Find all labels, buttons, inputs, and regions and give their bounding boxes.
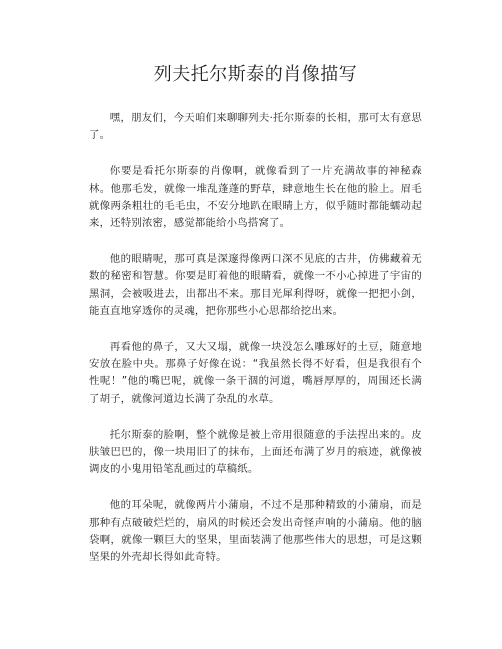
document-title: 列夫托尔斯泰的肖像描写 <box>153 64 358 85</box>
paragraph: 你要是看托尔斯泰的肖像啊，就像看到了一片充满故事的神秘森林。他那毛发，就像一堆乱蓬蓬的野草，肆意地生长在他的脸上。眉毛就像两条粗壮的毛毛虫，不安分地趴在眼睛上方，似乎随时都能蠕动起来，还特别浓密，感觉都能给小鸟搭窝了。 <box>89 165 422 230</box>
paragraph: 他的耳朵呢，就像两片小蒲扇，不过不是那种精致的小蒲扇，而是那种有点破破烂烂的，扇风的时候还会发出奇怪声响的小蒲扇。他的脑袋啊，就像一颗巨大的坚果，里面装满了他那些伟大的思想，可是这颗坚果的外壳却长得如此奇特。 <box>89 499 422 564</box>
document-body <box>89 110 422 566</box>
paragraph: 再看他的鼻子，又大又塌，就像一块没怎么雕琢好的土豆，随意地安放在脸中央。那鼻子好像在说：“我虽然长得不好看，但是我很有个性呢！”他的嘴巴呢，就像一条干涸的河道，嘴唇厚厚的，周围还长满了胡子，就像河道边长满了杂乱的水草。 <box>89 341 422 405</box>
paragraph: 托尔斯泰的脸啊，整个就像是被上帝用很随意的手法捏出来的。皮肤皱巴巴的，像一块用旧了的抹布，上面还布满了岁月的痕迹，就像被调皮的小鬼用铅笔乱画过的草稿纸。 <box>89 428 422 476</box>
paragraph: 他的眼睛呢，那可真是深邃得像两口深不见底的古井，仿佛藏着无数的秘密和智慧。你要是盯着他的眼睛看，就像一不小心掉进了宇宙的黑洞，会被吸进去，出都出不来。那目光犀利得呀，就像一把把小剑，能直直地穿透你的灵魂，把你那些小心思都给挖出来。 <box>89 253 422 317</box>
paragraph: 嘿，朋友们，今天咱们来聊聊列夫·托尔斯泰的长相，那可太有意思了。 <box>89 112 422 142</box>
